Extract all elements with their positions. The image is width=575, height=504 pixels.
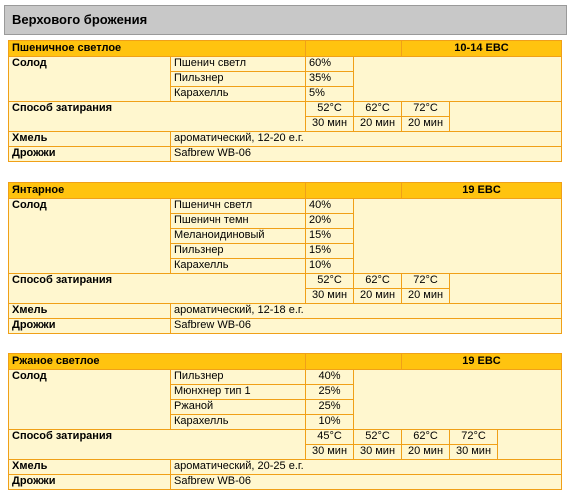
malt-percent: 40% [306, 199, 354, 214]
mash-rest [498, 430, 562, 460]
mash-temp: 72°C [450, 430, 498, 445]
malt-name: Пильзнер [171, 370, 306, 385]
header-spacer [306, 41, 402, 57]
mash-label: Способ затирания [9, 102, 306, 132]
malt-percent: 60% [306, 57, 354, 72]
header-spacer [306, 183, 402, 199]
malt-percent: 35% [306, 72, 354, 87]
malt-name: Ржаной [171, 400, 306, 415]
mash-label: Способ затирания [9, 274, 306, 304]
malt-label: Солод [9, 199, 171, 274]
mash-temp: 62°C [402, 430, 450, 445]
malt-rest [354, 57, 562, 102]
malt-name: Пшеничн темн [171, 214, 306, 229]
mash-temp: 52°C [306, 102, 354, 117]
malt-name: Карахелль [171, 87, 306, 102]
mash-time: 20 мин [354, 117, 402, 132]
malt-name: Карахелль [171, 415, 306, 430]
malt-percent: 25% [306, 400, 354, 415]
mash-temp: 72°C [402, 274, 450, 289]
malt-label: Солод [9, 370, 171, 430]
hops-value: ароматический, 12-20 е.г. [171, 132, 562, 147]
mash-temp: 45°C [306, 430, 354, 445]
mash-rest [450, 274, 562, 304]
mash-time: 20 мин [354, 289, 402, 304]
mash-rest [450, 102, 562, 132]
recipe-table [8, 40, 561, 162]
malt-name: Меланоидиновый [171, 229, 306, 244]
malt-rest [354, 370, 562, 430]
yeast-value: Safbrew WB-06 [171, 319, 562, 334]
malt-name: Пшенич светл [171, 57, 306, 72]
mash-temp: 72°C [402, 102, 450, 117]
hops-value: ароматический, 20-25 е.г. [171, 460, 562, 475]
hops-label: Хмель [9, 132, 171, 147]
malt-label: Солод [9, 57, 171, 102]
malt-percent: 40% [306, 370, 354, 385]
malt-rest [354, 199, 562, 274]
malt-percent: 15% [306, 229, 354, 244]
mash-time: 20 мин [402, 289, 450, 304]
hops-value: ароматический, 12-18 е.г. [171, 304, 562, 319]
yeast-label: Дрожжи [9, 147, 171, 162]
malt-percent: 5% [306, 87, 354, 102]
yeast-label: Дрожжи [9, 475, 171, 490]
ebc-color: 19 EBC [402, 183, 562, 199]
mash-time: 20 мин [402, 117, 450, 132]
ebc-color: 10-14 EBC [402, 41, 562, 57]
malt-name: Пильзнер [171, 244, 306, 259]
page-title: Верхового брожения [4, 5, 567, 35]
recipe-table [8, 182, 561, 334]
recipe-name: Пшеничное светлое [9, 41, 306, 57]
mash-temp: 62°C [354, 274, 402, 289]
header-spacer [306, 354, 402, 370]
malt-name: Пшеничн светл [171, 199, 306, 214]
mash-time: 30 мин [306, 117, 354, 132]
malt-percent: 10% [306, 259, 354, 274]
mash-temp: 62°C [354, 102, 402, 117]
mash-time: 30 мин [306, 289, 354, 304]
hops-label: Хмель [9, 304, 171, 319]
mash-temp: 52°C [354, 430, 402, 445]
malt-name: Карахелль [171, 259, 306, 274]
mash-time: 30 мин [450, 445, 498, 460]
mash-time: 30 мин [306, 445, 354, 460]
malt-percent: 20% [306, 214, 354, 229]
malt-percent: 15% [306, 244, 354, 259]
mash-time: 20 мин [402, 445, 450, 460]
recipe-table [8, 353, 561, 490]
recipe-name: Ржаное светлое [9, 354, 306, 370]
mash-temp: 52°C [306, 274, 354, 289]
yeast-value: Safbrew WB-06 [171, 475, 562, 490]
mash-label: Способ затирания [9, 430, 306, 460]
malt-name: Мюнхнер тип 1 [171, 385, 306, 400]
mash-time: 30 мин [354, 445, 402, 460]
yeast-label: Дрожжи [9, 319, 171, 334]
ebc-color: 19 EBC [402, 354, 562, 370]
hops-label: Хмель [9, 460, 171, 475]
recipe-name: Янтарное [9, 183, 306, 199]
yeast-value: Safbrew WB-06 [171, 147, 562, 162]
malt-name: Пильзнер [171, 72, 306, 87]
malt-percent: 10% [306, 415, 354, 430]
malt-percent: 25% [306, 385, 354, 400]
